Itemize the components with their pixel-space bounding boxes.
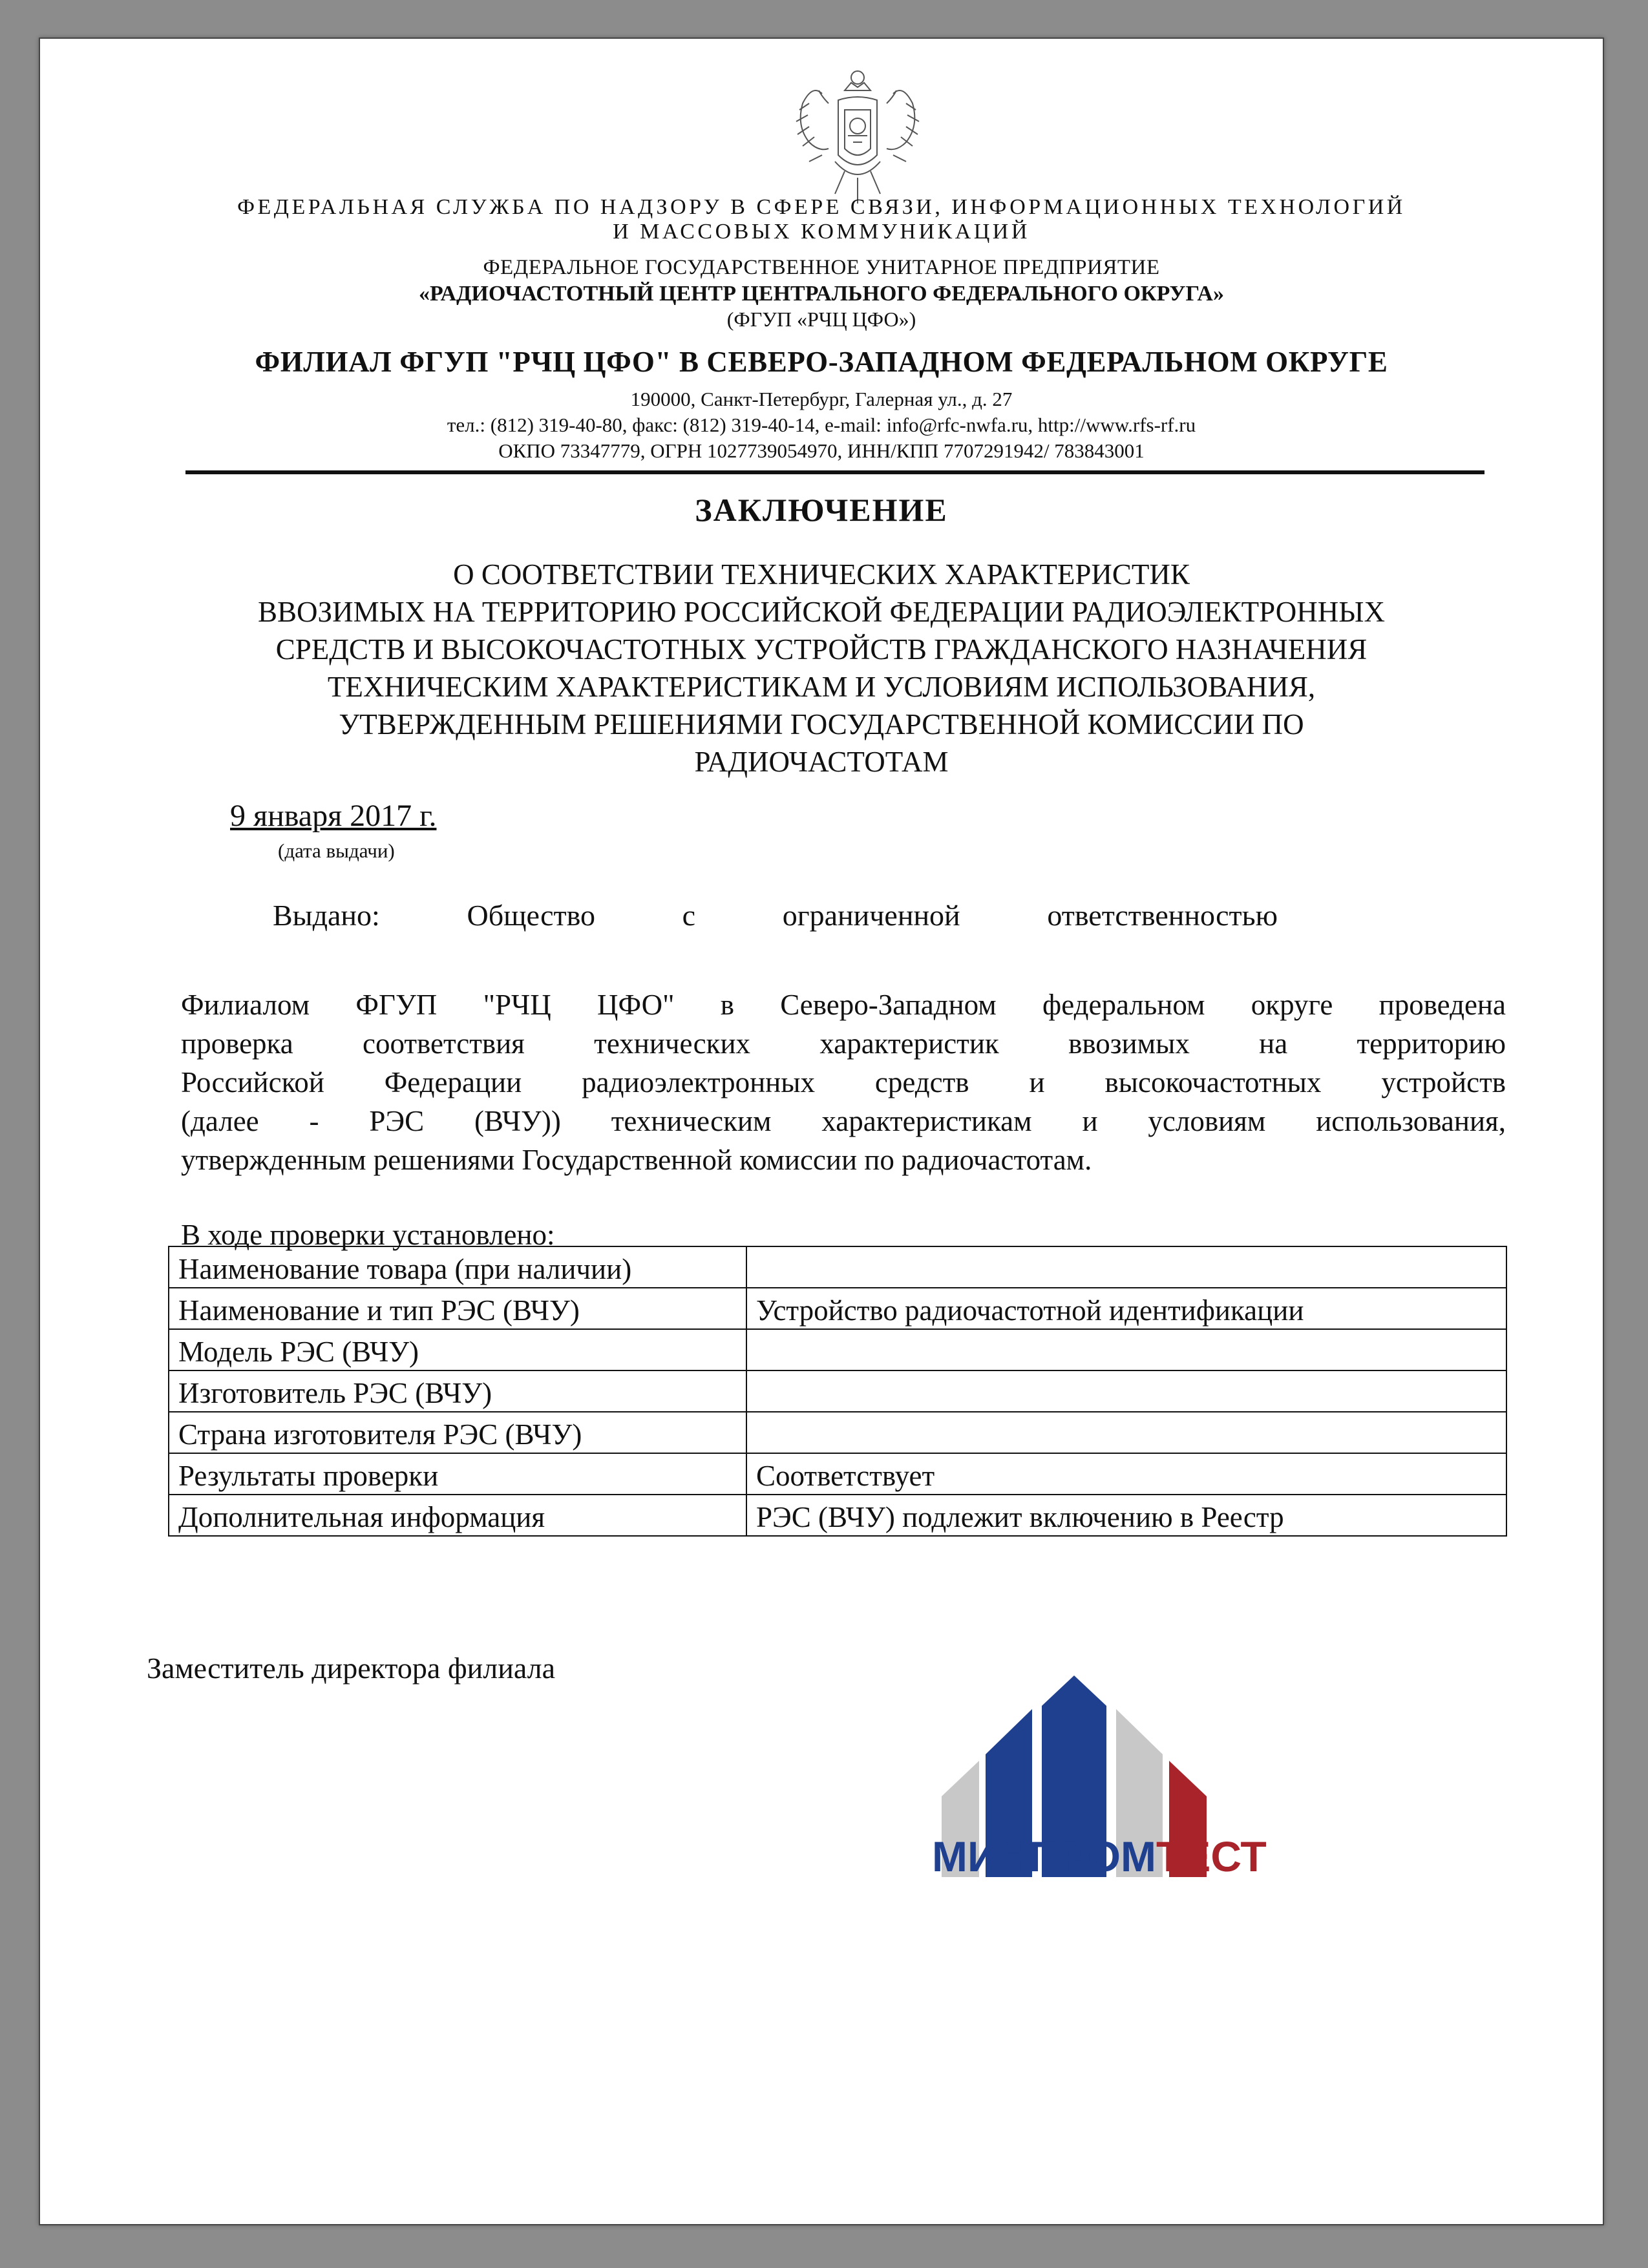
table-cell-label: Страна изготовителя РЭС (ВЧУ)	[169, 1412, 746, 1453]
issue-date-caption: (дата выдачи)	[278, 839, 395, 862]
table-cell-value	[746, 1412, 1506, 1453]
document-subtitle	[40, 556, 1603, 781]
signer-title: Заместитель директора филиала	[147, 1652, 556, 1685]
table-row	[169, 1329, 1506, 1370]
subtitle-line: СРЕДСТВ И ВЫСОКОЧАСТОТНЫХ УСТРОЙСТВ ГРАЖДАНСКОГО НАЗНАЧЕНИЯ	[275, 633, 1368, 666]
issued-to-word: Выдано:	[273, 899, 380, 932]
issue-date: 9 января 2017 г.	[230, 799, 437, 833]
table-cell-label: Модель РЭС (ВЧУ)	[169, 1329, 746, 1370]
table-cell-value	[746, 1246, 1506, 1288]
table-cell-value	[746, 1329, 1506, 1370]
subtitle-line: ТЕХНИЧЕСКИМ ХАРАКТЕРИСТИКАМ И УСЛОВИЯМ ИСПОЛЬЗОВАНИЯ,	[327, 671, 1316, 703]
inspection-results-table	[168, 1246, 1507, 1537]
table-cell-value: Устройство радиочастотной идентификации	[746, 1288, 1506, 1329]
eagle-emblem-icon	[783, 65, 932, 216]
table-cell-label: Изготовитель РЭС (ВЧУ)	[169, 1370, 746, 1412]
subtitle-line: РАДИОЧАСТОТАМ	[694, 746, 949, 778]
table-row	[169, 1246, 1506, 1288]
subtitle-line: ВВОЗИМЫХ НА ТЕРРИТОРИЮ РОССИЙСКОЙ ФЕДЕРАЦИИ РАДИОЭЛЕКТРОННЫХ	[258, 596, 1385, 628]
logo-text-part1: МИНПРОМ	[932, 1832, 1156, 1880]
table-cell-value	[746, 1370, 1506, 1412]
minpromtest-logo-text	[932, 1832, 1267, 1881]
table-row	[169, 1412, 1506, 1453]
paragraph-line: (далее - РЭС (ВЧУ)) техническим характеристикам и условиям использования,	[181, 1105, 1506, 1137]
check-intro: В ходе проверки установлено:	[181, 1219, 555, 1251]
issued-to-line	[273, 898, 1278, 932]
paragraph-line: проверка соответствия технических характеристик ввозимых на территорию	[181, 1027, 1506, 1060]
issued-to-word: с	[682, 899, 696, 932]
branch-contacts: тел.: (812) 319-40-80, факс: (812) 319-40-14, e-mail: info@rfc-nwfa.ru, http://www.rfs-rf.ru	[447, 414, 1196, 436]
subtitle-line: УТВЕРЖДЕННЫМ РЕШЕНИЯМИ ГОСУДАРСТВЕННОЙ КОМИССИИ ПО	[339, 708, 1304, 740]
enterprise-abbreviation: (ФГУП «РЧЦ ЦФО»)	[726, 308, 916, 331]
enterprise-type: ФЕДЕРАЛЬНОЕ ГОСУДАРСТВЕННОЕ УНИТАРНОЕ ПРЕДПРИЯТИЕ	[483, 256, 1160, 279]
header-divider	[185, 470, 1484, 474]
table-cell-label: Наименование и тип РЭС (ВЧУ)	[169, 1288, 746, 1329]
table-row	[169, 1495, 1506, 1536]
paragraph-line: утвержденным решениями Государственной комиссии по радиочастотам.	[181, 1144, 1092, 1176]
inspection-paragraph	[181, 985, 1506, 1179]
branch-registration-codes: ОКПО 73347779, ОГРН 1027739054970, ИНН/КПП 7707291942/ 783843001	[498, 439, 1145, 462]
branch-name: ФИЛИАЛ ФГУП "РЧЦ ЦФО" В СЕВЕРО-ЗАПАДНОМ ФЕДЕРАЛЬНОМ ОКРУГЕ	[255, 346, 1388, 378]
table-cell-label: Дополнительная информация	[169, 1495, 746, 1536]
logo-text-part2: ТЕСТ	[1156, 1832, 1267, 1880]
table-row	[169, 1370, 1506, 1412]
table-row	[169, 1288, 1506, 1329]
document-sheet	[39, 37, 1604, 2225]
table-cell-value: РЭС (ВЧУ) подлежит включению в Реестр	[746, 1495, 1506, 1536]
agency-name-line1: ФЕДЕРАЛЬНАЯ СЛУЖБА ПО НАДЗОРУ В СФЕРЕ СВЯЗИ, ИНФОРМАЦИОННЫХ ТЕХНОЛОГИЙ	[237, 195, 1406, 219]
table-cell-value: Соответствует	[746, 1453, 1506, 1495]
enterprise-name: «РАДИОЧАСТОТНЫЙ ЦЕНТР ЦЕНТРАЛЬНОГО ФЕДЕРАЛЬНОГО ОКРУГА»	[419, 282, 1224, 306]
paragraph-line: Филиалом ФГУП "РЧЦ ЦФО" в Северо-Западном федеральном округе проведена	[181, 989, 1506, 1021]
issued-to-word: ограниченной	[782, 899, 960, 932]
table-row	[169, 1453, 1506, 1495]
issued-to-word: Общество	[467, 899, 596, 932]
issued-to-word: ответственностью	[1047, 899, 1278, 932]
document-title: ЗАКЛЮЧЕНИЕ	[695, 492, 948, 528]
branch-address: 190000, Санкт-Петербург, Галерная ул., д. 27	[630, 388, 1013, 410]
subtitle-line: О СООТВЕТСТВИИ ТЕХНИЧЕСКИХ ХАРАКТЕРИСТИК	[453, 558, 1190, 591]
paragraph-line: Российской Федерации радиоэлектронных средств и высокочастотных устройств	[181, 1066, 1506, 1098]
agency-name-line2: И МАССОВЫХ КОММУНИКАЦИЙ	[613, 220, 1030, 244]
table-cell-label: Результаты проверки	[169, 1453, 746, 1495]
table-cell-label: Наименование товара (при наличии)	[169, 1246, 746, 1288]
